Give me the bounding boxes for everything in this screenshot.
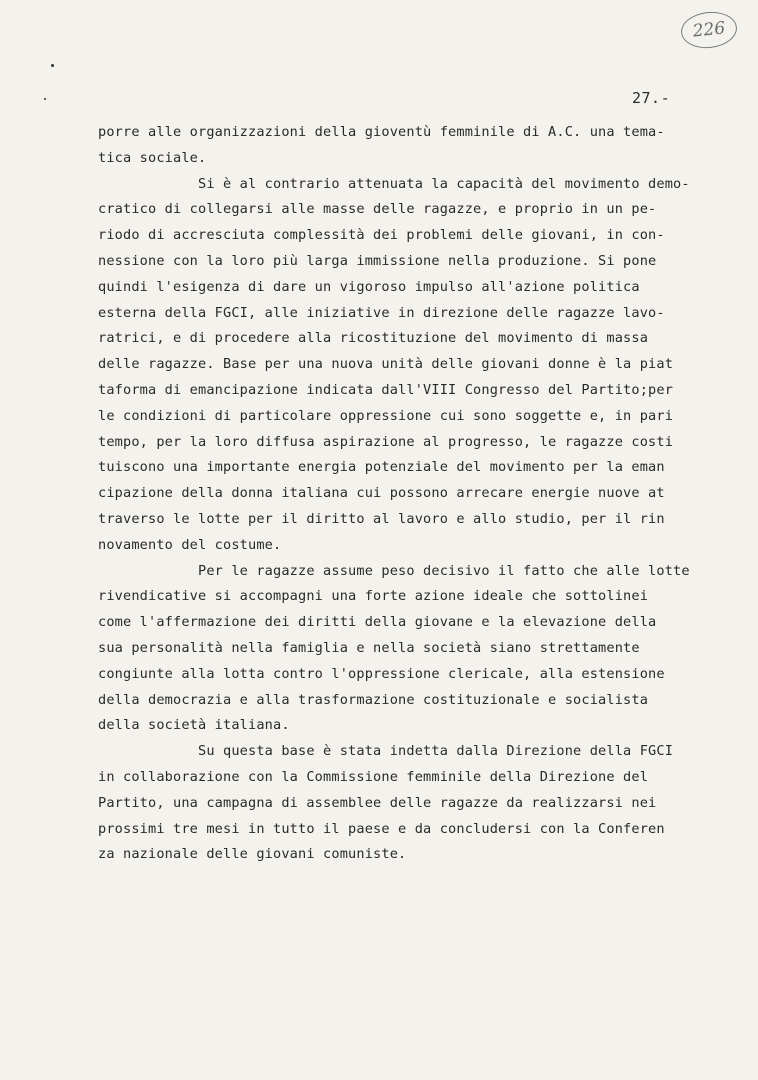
text-line: come l'affermazione dei diritti della giovane e la elevazione della [98, 614, 657, 631]
text-line: taforma di emancipazione indicata dall'VIII Congresso del Partito;per [98, 381, 674, 398]
text-line: nessione con la loro più larga immissione nella produzione. Si pone [98, 252, 657, 269]
text-line: quindi l'esigenza di dare un vigoroso impulso all'azione politica [98, 278, 640, 295]
text-line: tica sociale. [98, 149, 207, 166]
margin-mark [51, 64, 54, 67]
text-line: ratrici, e di procedere alla ricostituzione del movimento di massa [98, 330, 649, 347]
text-line: tuiscono una importante energia potenziale del movimento per la eman [98, 459, 665, 476]
text-line: cipazione della donna italiana cui possono arrecare energie nuove at [98, 485, 665, 502]
text-line: za nazionale delle giovani comuniste. [98, 846, 407, 863]
text-line: Su questa base è stata indetta dalla Direzione della FGCI [98, 743, 674, 760]
text-line: riodo di accresciuta complessità dei problemi delle giovani, in con- [98, 227, 665, 244]
text-line: in collaborazione con la Commissione femminile della Direzione del [98, 768, 649, 785]
text-line: Si è al contrario attenuata la capacità del movimento demo- [98, 175, 690, 192]
text-line: le condizioni di particolare oppressione cui sono soggette e, in pari [98, 407, 674, 424]
text-line: traverso le lotte per il diritto al lavoro e allo studio, per il rin [98, 510, 665, 527]
text-line: congiunte alla lotta contro l'oppressione clericale, alla estensione [98, 665, 665, 682]
text-line: novamento del costume. [98, 536, 282, 553]
text-line: sua personalità nella famiglia e nella società siano strettamente [98, 639, 640, 656]
margin-mark [44, 98, 46, 100]
text-line: porre alle organizzazioni della gioventù femminile di A.C. una tema- [98, 124, 665, 140]
text-line: rivendicative si accompagni una forte azione ideale che sottolinei [98, 588, 649, 605]
text-line: Per le ragazze assume peso decisivo il fatto che alle lotte [98, 562, 690, 579]
text-line: tempo, per la loro diffusa aspirazione al progresso, le ragazze costi [98, 433, 674, 450]
archive-folio-stamp: 226 [679, 9, 738, 51]
text-line: della democrazia e alla trasformazione costituzionale e socialista [98, 691, 649, 708]
text-line: esterna della FGCI, alle iniziative in direzione delle ragazze lavo- [98, 304, 665, 321]
text-line: cratico di collegarsi alle masse delle ragazze, e proprio in un pe- [98, 201, 657, 218]
text-line: delle ragazze. Base per una nuova unità delle giovani donne è la piat [98, 356, 674, 373]
text-line: Partito, una campagna di assemblee delle ragazze da realizzarsi nei [98, 794, 657, 811]
page-number: 27.- [632, 89, 671, 107]
text-line: della società italiana. [98, 717, 290, 734]
typewritten-body [98, 120, 710, 868]
text-line: prossimi tre mesi in tutto il paese e da concludersi con la Conferen [98, 820, 665, 837]
